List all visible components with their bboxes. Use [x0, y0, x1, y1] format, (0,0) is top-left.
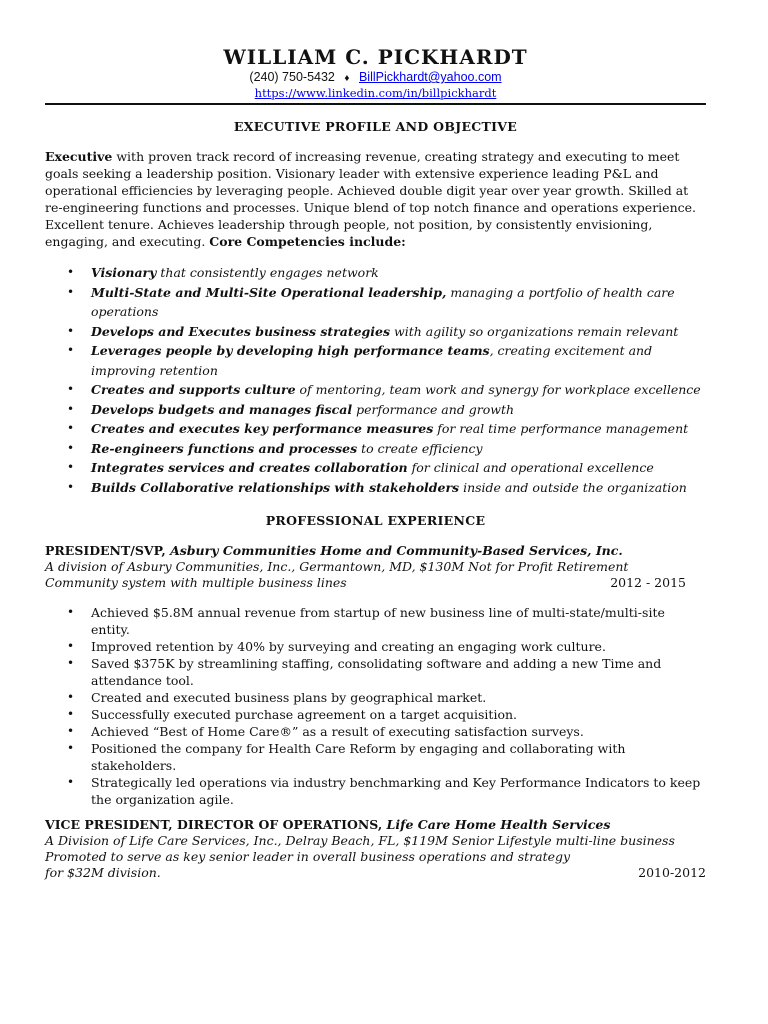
header-divider: [45, 103, 706, 105]
competency-list: [45, 263, 706, 497]
profile-section-title: EXECUTIVE PROFILE AND OBJECTIVE: [233, 119, 518, 134]
phone-number: (240) 750-5432: [249, 70, 335, 84]
competency-item: • Builds Collaborative relationships with stakeholders inside and outside the organization: [91, 478, 706, 498]
candidate-name: WILLIAM C. PICKHARDT: [223, 45, 528, 69]
profile-lead: Executive: [45, 149, 113, 164]
competency-item: • Develops budgets and manages fiscal performance and growth: [91, 400, 706, 420]
job-title-1: PRESIDENT/SVP, Asbury Communities Home and Community-Based Services, Inc.: [45, 543, 623, 558]
contact-line: [45, 70, 706, 86]
achievement-item: • Achieved $5.8M annual revenue from startup of new business line of multi-state/multi-site entity.: [91, 604, 706, 638]
competency-item: • Leverages people by developing high performance teams, creating excitement and improving retention: [91, 341, 706, 380]
job-description-2: A Division of Life Care Services, Inc., Delray Beach, FL, $119M Senior Lifestyle multi-line business Promoted to serve as key senior leader in overall business operations and strategy for $32M division. 2010-2012: [45, 833, 706, 880]
achievement-item: • Strategically led operations via industry benchmarking and Key Performance Indicators to keep the organization agile.: [91, 774, 706, 808]
competency-item: • Creates and executes key performance measures for real time performance management: [91, 419, 706, 439]
email-link[interactable]: BillPickhardt@yahoo.com: [358, 70, 502, 84]
competency-item: • Creates and supports culture of mentoring, team work and synergy for workplace excellence: [91, 380, 706, 400]
experience-section-title: PROFESSIONAL EXPERIENCE: [265, 513, 486, 528]
job-dates-1: 2012 - 2015: [610, 575, 686, 590]
competency-item: • Multi-State and Multi-Site Operational leadership, managing a portfolio of health care operations: [91, 283, 706, 322]
job-title-2: VICE PRESIDENT, DIRECTOR OF OPERATIONS, Life Care Home Health Services: [45, 817, 611, 832]
competency-item: • Re-engineers functions and processes to create efficiency: [91, 439, 706, 459]
achievement-item: • Successfully executed purchase agreement on a target acquisition.: [91, 706, 706, 723]
achievement-item: • Saved $375K by streamlining staffing, consolidating software and adding a new Time and attendance tool.: [91, 655, 706, 689]
achievement-list-1: [45, 604, 706, 808]
achievement-item: • Positioned the company for Health Care Reform by engaging and collaborating with stakeholders.: [91, 740, 706, 774]
competency-item: • Integrates services and creates collaboration for clinical and operational excellence: [91, 458, 706, 478]
competency-item: • Visionary that consistently engages network: [91, 263, 706, 283]
diamond-separator-icon: ♦: [344, 73, 350, 84]
competency-item: • Develops and Executes business strategies with agility so organizations remain relevant: [91, 322, 706, 342]
linkedin-link[interactable]: https://www.linkedin.com/in/billpickhardt: [254, 86, 497, 100]
job-dates-2: 2010-2012: [638, 865, 706, 880]
achievement-item: • Achieved “Best of Home Care®” as a result of executing satisfaction surveys.: [91, 723, 706, 740]
resume-header: [45, 0, 706, 100]
profile-paragraph: [45, 148, 706, 250]
achievement-item: • Created and executed business plans by geographical market.: [91, 689, 706, 706]
profile-tail: Core Competencies include:: [209, 234, 406, 249]
achievement-item: • Improved retention by 40% by surveying and creating an engaging work culture.: [91, 638, 706, 655]
profile-body: with proven track record of increasing revenue, creating strategy and executing to meet goals seeking a leadership position. Visionary leader with extensive experience leading P&L and operational efficiencies by leveraging people. Achieved double digit year over year growth. Skilled at re-engineering functions and processes. Unique blend of top notch finance and operations experience. Excellent tenure. Achieves leadership through people, not position, by consistently envisioning, engaging, and executing.: [45, 149, 696, 249]
job-description-1: A division of Asbury Communities, Inc., Germantown, MD, $130M Not for Profit Retirement Community system with multiple business lines 2012 - 2015: [45, 559, 686, 590]
